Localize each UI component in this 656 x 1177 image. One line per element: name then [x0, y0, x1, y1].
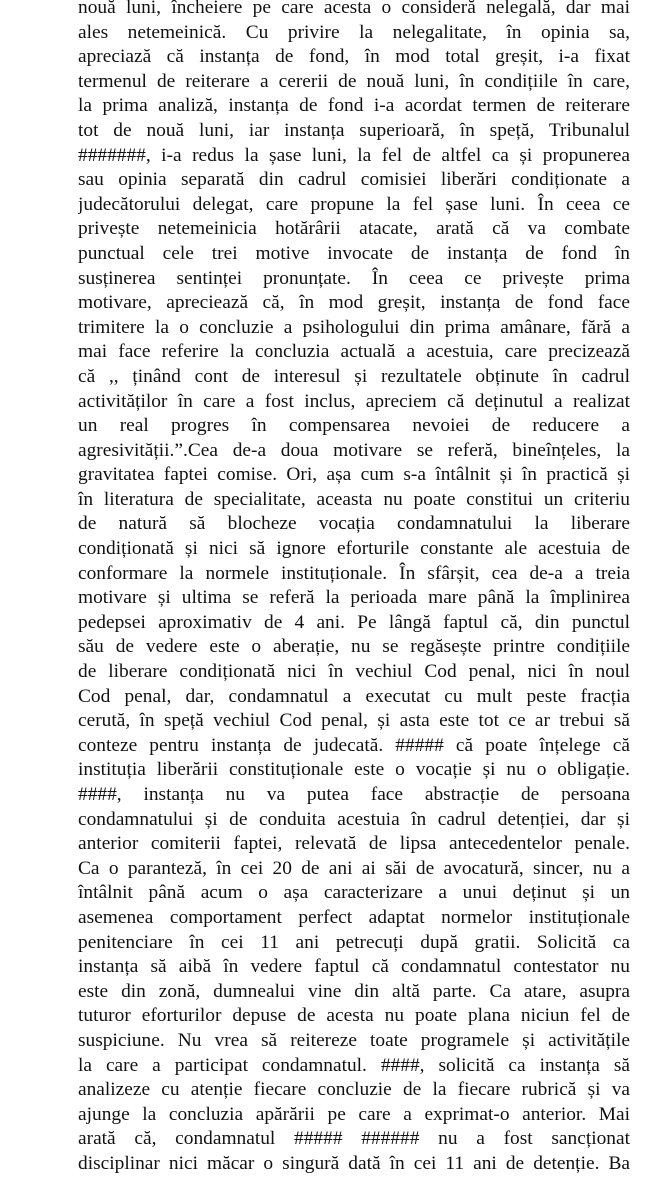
text-line: ales netemeinică. Cu privire la nelegalitate, în opinia sa,: [78, 21, 630, 43]
text-line: termenul de reiterare a cererii de nouă luni, în condițiile în care,: [78, 70, 630, 92]
text-line: în literatura de specialitate, aceasta nu poate constitui un criteriu: [78, 488, 630, 510]
text-line: ajunge la concluzia apărării pe care a exprimat-o anterior. Mai: [78, 1103, 630, 1125]
text-line: asemenea comportament perfect adaptat normelor instituționale: [78, 906, 630, 928]
text-line: conformare la normele instituționale. În sfârșit, cea de-a a treia: [78, 562, 630, 584]
text-line: arată că, condamnatul ##### ###### nu a fost sancționat: [78, 1128, 630, 1150]
text-line: său de vedere este o aberație, nu se regăsește printre condițiile: [78, 636, 630, 658]
text-line: motivare și ultima se referă la perioada mare până la împlinirea: [78, 587, 630, 609]
text-line: motivare, apreciează că, în mod greșit, instanța de fond face: [78, 292, 630, 314]
text-line: penitenciare în cei 11 ani petrecuți după gratii. Solicită ca: [78, 931, 630, 953]
text-line: întâlnit până acum o așa caracterizare a unui deținut și un: [78, 882, 630, 904]
text-line: mai face referire la concluzia actuală a acestuia, care precizează: [78, 341, 630, 363]
text-line: instanța să aibă în vedere faptul că condamnatul contestator nu: [78, 956, 630, 978]
text-line: condiționată și nici să ignore eforturile constante ale acestuia de: [78, 538, 630, 560]
text-line: de liberare condiționată nici în vechiul Cod penal, nici în noul: [78, 661, 630, 683]
text-line: este din zonă, dumnealui vine din altă parte. Ca atare, asupra: [78, 980, 630, 1002]
text-line: de natură să blocheze vocația condamnatului la liberare: [78, 513, 630, 535]
text-line: apreciază că instanța de fond, în mod total greșit, i-a fixat: [78, 46, 630, 68]
text-line: agresivității.”.Cea de-a doua motivare se referă, bineînțeles, la: [78, 439, 630, 461]
text-line: nouă luni, încheiere pe care acesta o consideră nelegală, dar mai: [78, 0, 630, 18]
text-line: instituția liberării constituționale este o vocație și nu o obligație.: [78, 759, 630, 781]
text-line: ####, instanța nu va putea face abstracție de persoana: [78, 784, 630, 805]
text-line: anterior comiterii faptei, relevată de lipsa antecedentelor penale.: [78, 833, 630, 855]
text-line: sau opinia separată din cadrul comisiei liberări condiționate a: [78, 169, 630, 191]
text-line: judecătorului delegat, care propune la fel șase luni. În ceea ce: [78, 193, 630, 215]
text-line: activităților în care a fost inclus, apreciem că deținutul a realizat: [78, 390, 630, 412]
text-line: punctual cele trei motive invocate de instanța de fond în: [78, 242, 630, 264]
text-line: trimitere la o concluzie a psihologului din prima amânare, fără a: [78, 316, 630, 338]
text-line: la prima analiză, instanța de fond i-a acordat termen de reiterare: [78, 95, 630, 117]
text-line: #######, i-a redus la șase luni, la fel de altfel ca și propunerea: [78, 144, 630, 166]
text-line: pedepsei aproximativ de 4 ani. Pe lângă faptul că, din punctul: [78, 611, 630, 633]
text-line: Ca o paranteză, în cei 20 de ani ai săi de avocatură, sincer, nu a: [78, 857, 630, 879]
text-line: suspiciune. Nu vrea să reitereze toate programele și activitățile: [78, 1029, 630, 1051]
text-line: tot de nouă luni, iar instanța superioară, în speță, Tribunalul: [78, 119, 630, 141]
text-line: tuturor eforturilor depuse de acesta nu poate plana niciun fel de: [78, 1005, 630, 1027]
text-line: susținerea sentinței pronunțate. În ceea ce privește prima: [78, 267, 630, 289]
text-line: conteze pentru instanța de judecată. ##### că poate înțelege că: [78, 734, 630, 756]
document-page: [78, 0, 630, 1177]
text-line: analizeze cu atenție fiecare concluzie de la fiecare rubrică și va: [78, 1079, 630, 1101]
text-line: gravitatea faptei comise. Ori, așa cum s-a întâlnit și în practică și: [78, 464, 630, 486]
text-line: că ,, ținând cont de interesul și rezultatele obținute în cadrul: [78, 365, 630, 387]
text-line: la care a participat condamnatul. ####, solicită ca instanța să: [78, 1054, 630, 1076]
text-line: privește netemeinicia hotărârii atacate, arată că va combate: [78, 218, 630, 240]
text-line: un real progres în compensarea nevoiei de reducere a: [78, 415, 630, 437]
text-line: cerută, în speță vechiul Cod penal, și asta este tot ce ar trebui să: [78, 710, 630, 732]
text-line: condamnatului și de conduita acestuia în cadrul detenției, dar și: [78, 808, 630, 830]
text-line: disciplinar nici măcar o singură dată în cei 11 ani de detenție. Ba: [78, 1152, 630, 1174]
text-line: Cod penal, dar, condamnatul a executat cu mult peste fracția: [78, 685, 630, 707]
